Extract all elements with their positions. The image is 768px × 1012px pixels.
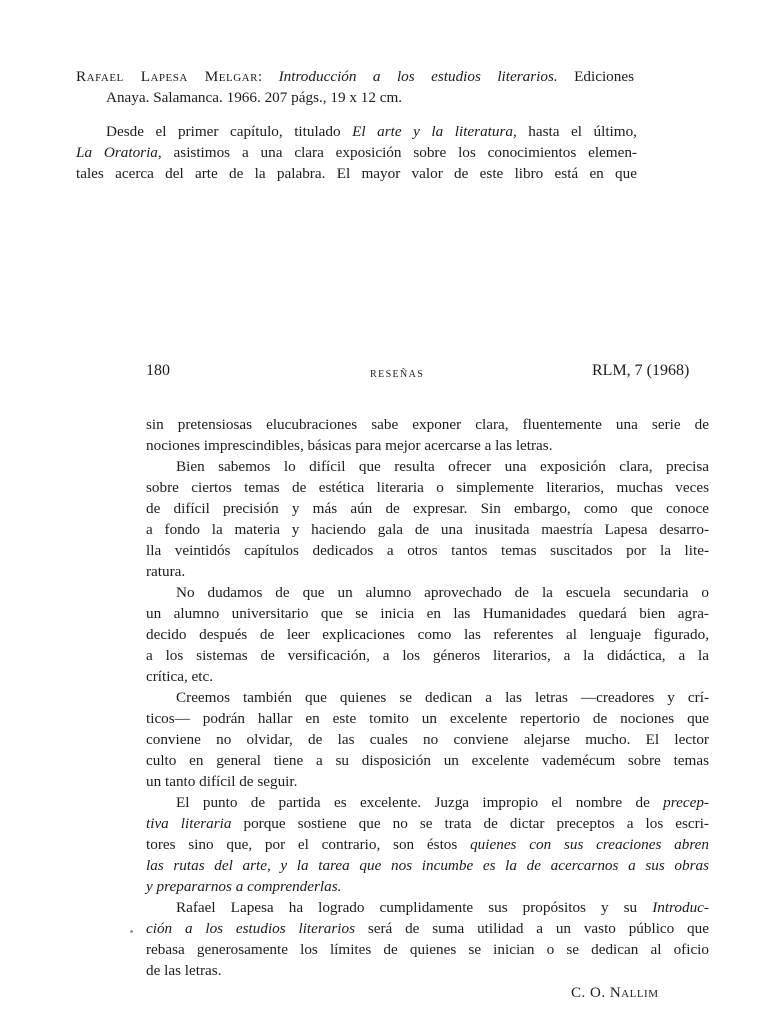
body-line: las rutas del arte, y la tarea que nos incumbe es la de acercarnos a sus obras [146, 857, 709, 874]
body-line: Creemos también que quienes se dedican a las letras —creadores y crí- [176, 689, 709, 706]
body-line: a fondo la materia y haciendo gala de una inusitada maestría Lapesa desarro- [146, 521, 709, 538]
citation-title: Introducción a los estudios literarios. [278, 68, 558, 85]
body-line: culto en general tiene a su disposición un excelente vademécum sobre temas [146, 752, 709, 769]
section-heading: RESEÑAS [370, 369, 425, 380]
body-line: crítica, etc. [146, 668, 214, 685]
body-line: El punto de partida es excelente. Juzga impropio el nombre de precep- [176, 794, 709, 811]
citation-line-1: Rafael Lapesa Melgar: Introducción a los estudios literarios. Ediciones [76, 68, 634, 85]
citation-publisher: Ediciones [574, 68, 634, 85]
body-line: decido después de leer explicaciones como las referentes al lenguaje figurado, [146, 626, 709, 643]
body-line: ratura. [146, 563, 186, 580]
review-signature: C. O. Nallim [571, 985, 659, 1001]
body-line: No dudamos de que un alumno aprovechado de la escuela secundaria o [176, 584, 709, 601]
citation-author: Rafael Lapesa Melgar [76, 68, 258, 85]
body-line: rebasa generosamente los límites de quienes se inician o se dedican al oficio [146, 941, 709, 958]
body-line: tiva literaria porque sostiene que no se trata de dictar preceptos a los escri- [146, 815, 709, 832]
body-line: a los sistemas de versificación, a los géneros literarios, a la didáctica, a la [146, 647, 709, 664]
ink-speck [130, 930, 133, 933]
citation-line-2: Anaya. Salamanca. 1966. 207 págs., 19 x 12 cm. [106, 89, 403, 106]
body-line: nociones imprescindibles, básicas para mejor acercarse a las letras. [146, 437, 553, 454]
top-paragraph-line-2: La Oratoria, asistimos a una clara exposición sobre los conocimientos elemen- [76, 144, 637, 161]
journal-reference: RLM, 7 (1968) [592, 362, 690, 379]
body-line: Rafael Lapesa ha logrado cumplidamente sus propósitos y su Introduc- [176, 899, 709, 916]
body-line: lla veintidós capítulos dedicados a otros tantos temas suscitados por la lite- [146, 542, 709, 559]
body-line: Bien sabemos lo difícil que resulta ofrecer una exposición clara, precisa [176, 458, 709, 475]
body-line: y prepararnos a comprenderlas. [146, 878, 342, 895]
body-line: sobre ciertos temas de estética literaria o simplemente literarios, muchas veces [146, 479, 709, 496]
body-line: sin pretensiosas elucubraciones sabe exponer clara, fluentemente una serie de [146, 416, 709, 433]
body-line: ticos— podrán hallar en este tomito un excelente repertorio de nociones que [146, 710, 709, 727]
body-line: un tanto difícil de seguir. [146, 773, 298, 790]
body-line: tores sino que, por el contrario, son éstos quienes con sus creaciones abren [146, 836, 710, 853]
body-line: ción a los estudios literarios será de suma utilidad a un vasto público que [146, 920, 709, 937]
top-paragraph-line-1: Desde el primer capítulo, titulado El arte y la literatura, hasta el último, [106, 123, 637, 140]
top-paragraph-line-3: tales acerca del arte de la palabra. El mayor valor de este libro está en que [76, 165, 637, 182]
body-line: de difícil precisión y más aún de expresar. Sin embargo, como que conoce [146, 500, 709, 517]
body-line: de las letras. [146, 962, 222, 979]
body-line: un alumno universitario que se inicia en las Humanidades quedará bien agra- [146, 605, 709, 622]
page-number: 180 [146, 362, 170, 379]
body-line: conviene no olvidar, de las cuales no conviene alejarse mucho. El lector [146, 731, 709, 748]
